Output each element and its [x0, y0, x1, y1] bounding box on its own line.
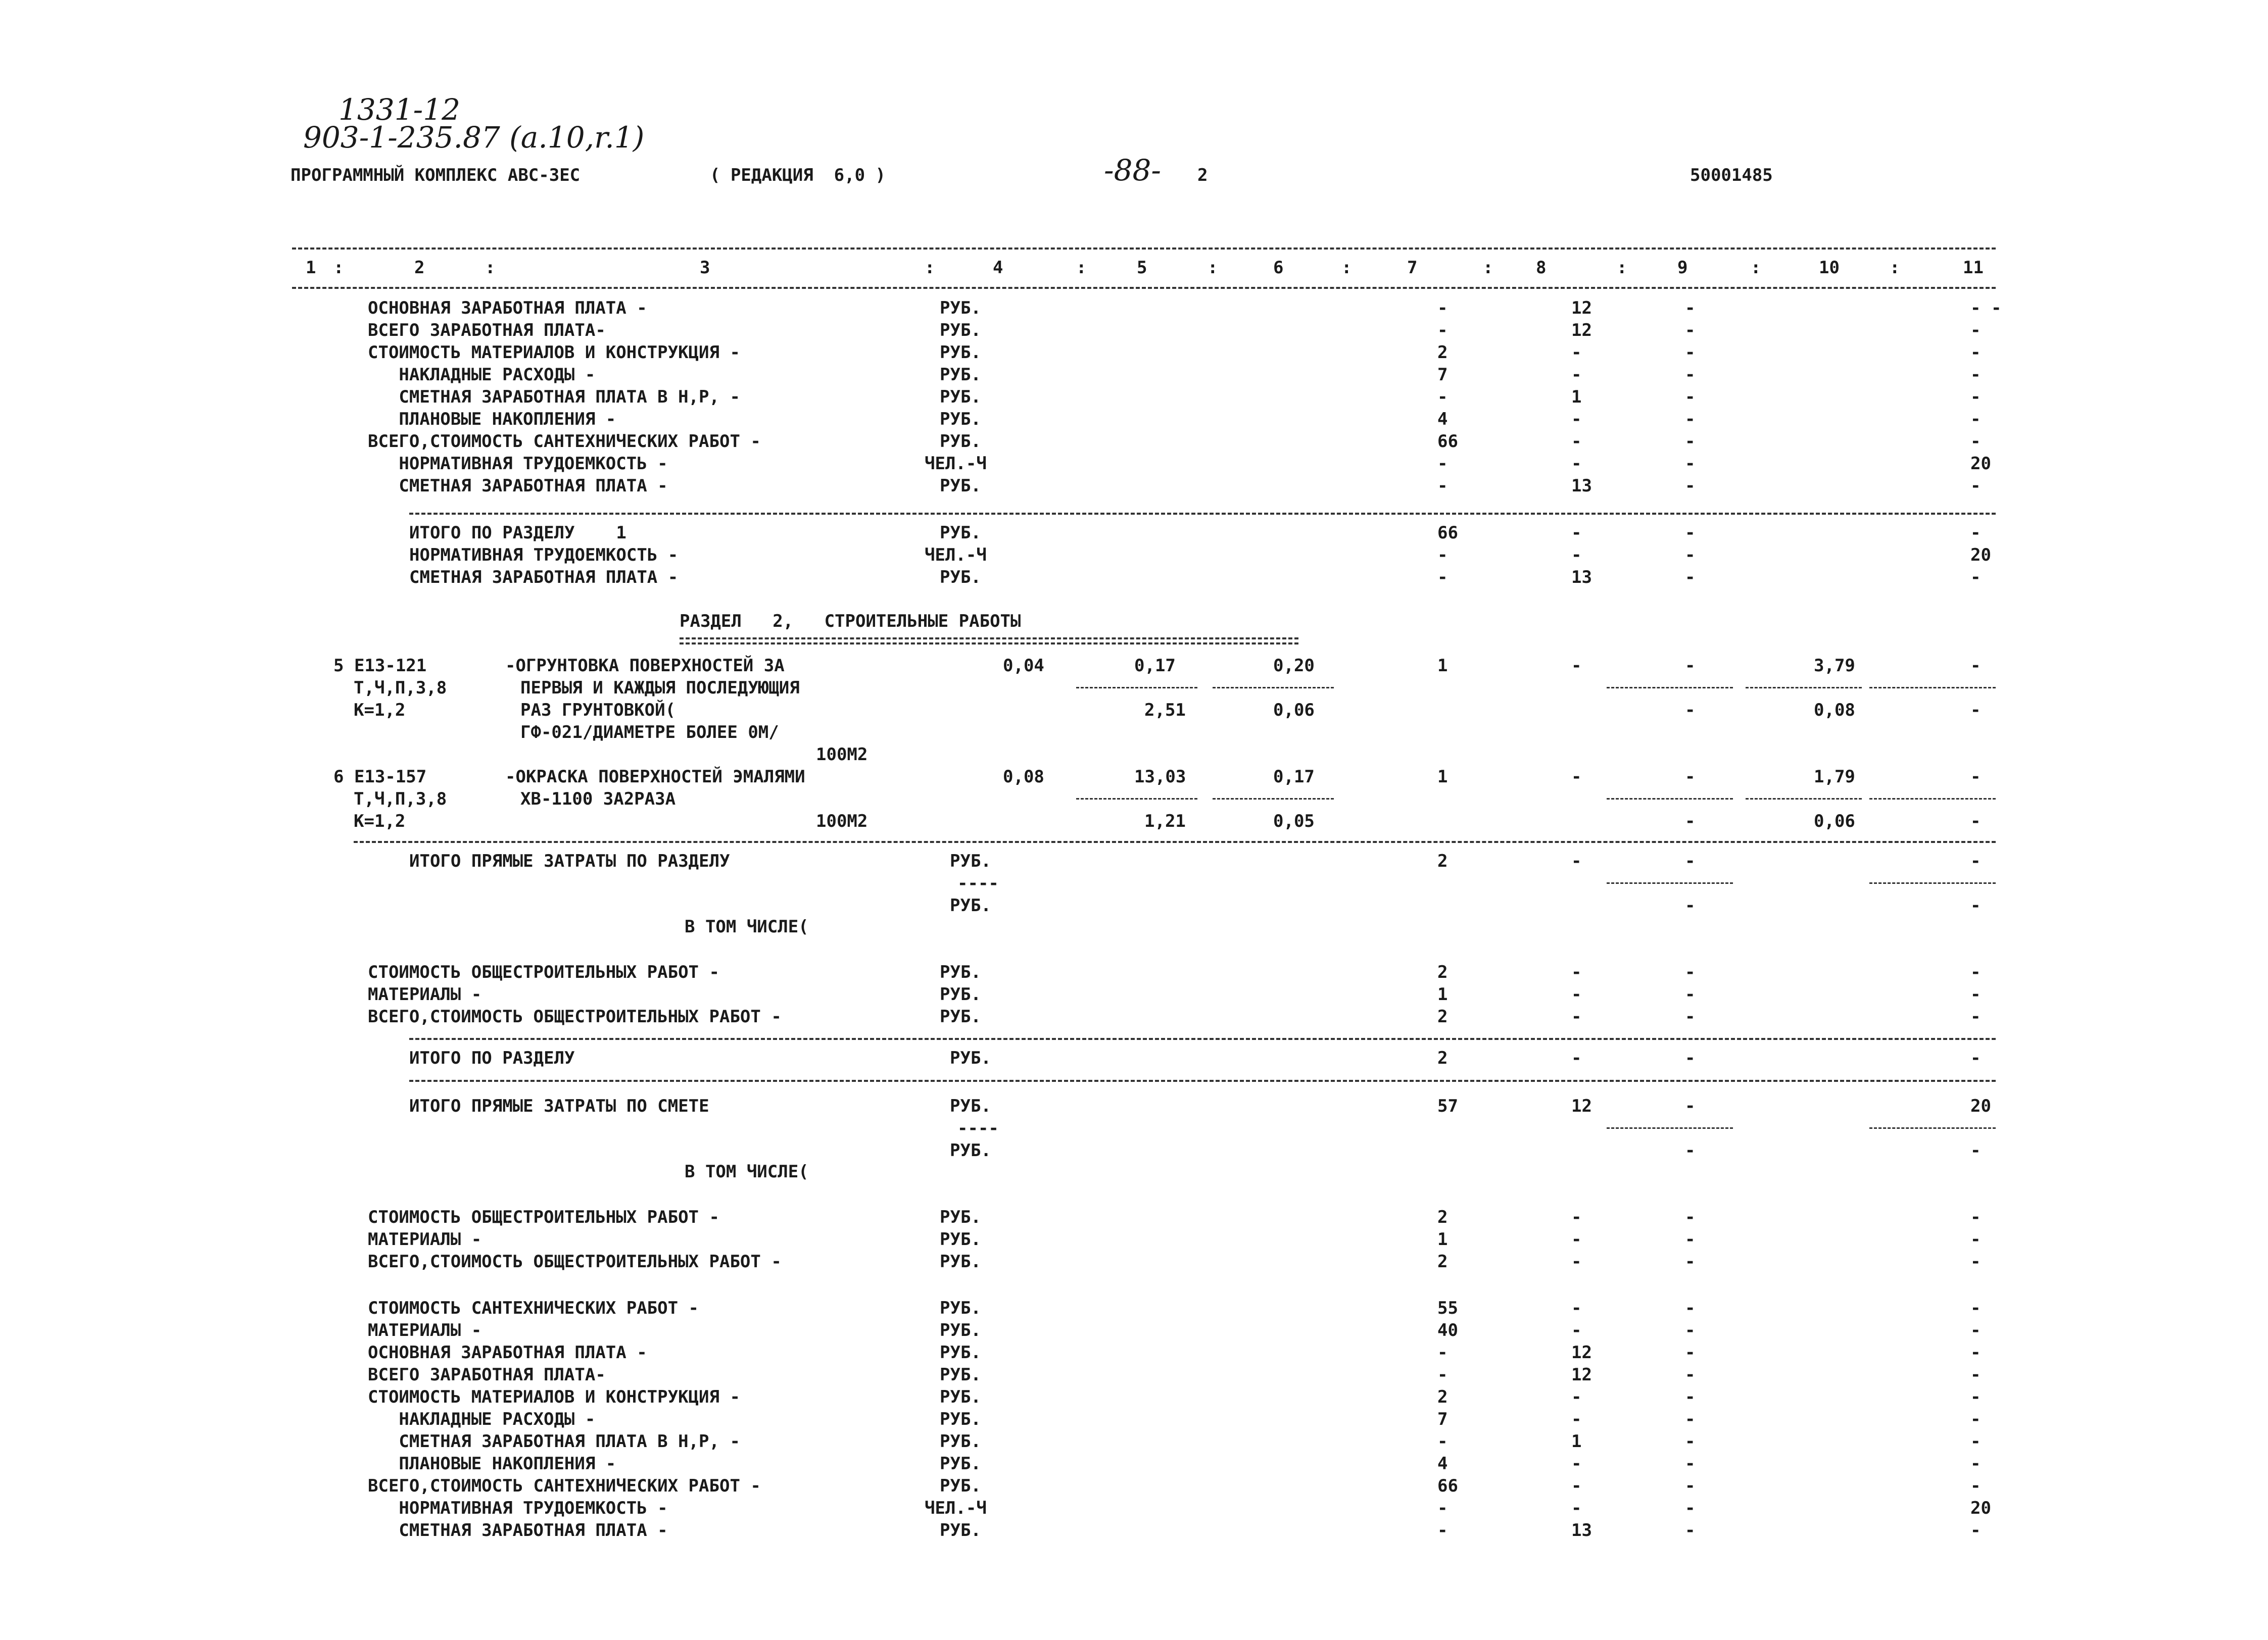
row-unit: РУБ. — [950, 1096, 991, 1116]
row-label: ИТОГО ПРЯМЫЕ ЗАТРАТЫ ПО СМЕТЕ — [409, 1096, 709, 1116]
col-8-value: - — [1571, 365, 1582, 385]
col-8-value: - — [1571, 1252, 1582, 1272]
item-code-sub-1: Т,Ч,П,3,8 — [354, 678, 447, 698]
col-8-value: - — [1571, 984, 1582, 1005]
program-name: ПРОГРАММНЫЙ КОМПЛЕКС АВС-3ЕС — [291, 165, 581, 185]
col-7-value: - — [1437, 320, 1448, 340]
col-7-value: 2 — [1437, 1387, 1448, 1407]
col-7-value: 1 — [1437, 656, 1448, 676]
row-unit: РУБ. — [940, 1343, 981, 1363]
row-label: НОРМАТИВНАЯ ТРУДОЕМКОСТЬ - — [368, 454, 668, 474]
item-unit: 100М2 — [816, 744, 868, 765]
col-8-value: - — [1571, 656, 1582, 676]
col-11-value: - — [1970, 1048, 1981, 1068]
col-8-value: 12 — [1571, 298, 1592, 318]
col-9-value: - — [1685, 767, 1696, 787]
rule-before-smeta — [409, 1080, 1996, 1082]
col-9-value: - — [1685, 1454, 1696, 1474]
col-7-value: - — [1437, 567, 1448, 587]
row-label: ВСЕГО,СТОИМОСТЬ САНТЕХНИЧЕСКИХ РАБОТ - — [368, 1476, 761, 1496]
col-11-value: - — [1970, 1476, 1981, 1496]
col-8-value: - — [1571, 545, 1582, 565]
row-label: СМЕТНАЯ ЗАРАБОТНАЯ ПЛАТА - — [368, 476, 668, 496]
col-6-sub-rule — [1213, 687, 1334, 688]
col-7-value: 2 — [1437, 962, 1448, 982]
col-9-value: - — [1685, 342, 1696, 363]
col-7-value: 1 — [1437, 1229, 1448, 1250]
col-9-value: - — [1685, 567, 1696, 587]
col-11-value: - — [1970, 656, 1981, 676]
row-label: МАТЕРИАЛЫ - — [368, 1320, 482, 1340]
col-11-value: - — [1970, 476, 1981, 496]
rule-before-itogo1 — [409, 513, 1996, 515]
column-separator: : — [1076, 258, 1087, 278]
col-7-value: - — [1437, 1365, 1448, 1385]
column-separator: : — [1617, 258, 1627, 278]
column-separator: : — [925, 258, 935, 278]
row-label: НАКЛАДНЫЕ РАСХОДЫ - — [368, 1409, 596, 1429]
row-unit: РУБ. — [940, 1252, 981, 1272]
row-unit: РУБ. — [940, 1431, 981, 1452]
column-separator: : — [1483, 258, 1493, 278]
column-separator: : — [1341, 258, 1352, 278]
row-label: СТОИМОСТЬ ОБЩЕСТРОИТЕЛЬНЫХ РАБОТ - — [368, 1207, 719, 1227]
col-11-value: - — [1970, 1409, 1981, 1429]
column-header-9: 9 — [1677, 258, 1688, 278]
col-5-sub-rule — [1076, 798, 1197, 800]
col-11-value: 20 — [1970, 1096, 1991, 1116]
header-bottom-rule — [292, 287, 1996, 289]
row-label: ПЛАНОВЫЕ НАКОПЛЕНИЯ - — [368, 409, 616, 429]
row-unit: РУБ. — [940, 962, 981, 982]
col-9-value: - — [1685, 1048, 1696, 1068]
col-8-value: - — [1571, 1498, 1582, 1518]
col-11-value: - — [1970, 1431, 1981, 1452]
col-11-value: - — [1970, 1520, 1981, 1540]
col-11-value: - — [1970, 851, 1981, 871]
col-10-value-2: 0,08 — [1814, 700, 1855, 720]
section-2-underline — [680, 637, 1298, 639]
col-7-value: - — [1437, 387, 1448, 407]
item-description-line: ПЕРВЫЯ И КАЖДЫЯ ПОСЛЕДУЮЩИЯ — [520, 678, 800, 698]
col-9-value: - — [1685, 431, 1696, 452]
row-unit: РУБ. — [950, 851, 991, 871]
col-4-value: 0,04 — [1003, 656, 1044, 676]
row-unit-2: РУБ. — [950, 896, 991, 916]
row-label: ПЛАНОВЫЕ НАКОПЛЕНИЯ - — [368, 1454, 616, 1474]
row-unit: РУБ. — [940, 1476, 981, 1496]
col-7-value: 2 — [1437, 1048, 1448, 1068]
row-unit: РУБ. — [940, 476, 981, 496]
col-9-value: - — [1685, 1320, 1696, 1340]
col-7-value: 57 — [1437, 1096, 1458, 1116]
handwritten-project: 903-1-235.87 (a.10,r.1) — [303, 120, 645, 155]
col-7-value: 2 — [1437, 1252, 1448, 1272]
col-5-value: 13,03 — [1134, 767, 1186, 787]
col-7-value: 1 — [1437, 984, 1448, 1005]
row-label: СМЕТНАЯ ЗАРАБОТНАЯ ПЛАТА - — [409, 567, 679, 587]
col-7-value: 66 — [1437, 1476, 1458, 1496]
col-8-value: 13 — [1571, 476, 1592, 496]
col-9-sub-rule — [1607, 687, 1733, 688]
rule-before-itogo2 — [409, 1038, 1996, 1040]
col-11-value: - — [1970, 767, 1981, 787]
column-separator: : — [333, 258, 344, 278]
col-11-value: - — [1970, 962, 1981, 982]
col-9-value-2: - — [1685, 1140, 1696, 1161]
col-9-value: - — [1685, 1007, 1696, 1027]
col-9-value: - — [1685, 545, 1696, 565]
edition: ( РЕДАКЦИЯ 6,0 ) — [710, 165, 886, 185]
row-label: НОРМАТИВНАЯ ТРУДОЕМКОСТЬ - — [409, 545, 679, 565]
col-8-value: 1 — [1571, 1431, 1582, 1452]
col-7-value: - — [1437, 1498, 1448, 1518]
col-9-value: - — [1685, 1229, 1696, 1250]
col-11-value: - — [1970, 567, 1981, 587]
col-10-value: 3,79 — [1814, 656, 1855, 676]
col-8-value: 12 — [1571, 1365, 1592, 1385]
row-unit: РУБ. — [940, 365, 981, 385]
row-label: СТОИМОСТЬ МАТЕРИАЛОВ И КОНСТРУКЦИЯ - — [368, 342, 740, 363]
row-unit: РУБ. — [940, 1409, 981, 1429]
section-2-underline-2 — [680, 642, 1298, 644]
col-8-value: 13 — [1571, 1520, 1592, 1540]
col-7-value: - — [1437, 545, 1448, 565]
col-9-value: - — [1685, 1431, 1696, 1452]
col-7-value: - — [1437, 1343, 1448, 1363]
col-9-sub-rule — [1607, 1127, 1733, 1129]
v-tom-chisle-1: В ТОМ ЧИСЛЕ( — [685, 917, 809, 937]
col-11-value: 20 — [1970, 545, 1991, 565]
col-9-value: - — [1685, 320, 1696, 340]
col-9-value: - — [1685, 1207, 1696, 1227]
col-8-value: 12 — [1571, 1343, 1592, 1363]
row-unit: РУБ. — [940, 1520, 981, 1540]
col-7-value: - — [1437, 1431, 1448, 1452]
col-9-value: - — [1685, 409, 1696, 429]
col-8-value: - — [1571, 851, 1582, 871]
col-7-value: - — [1437, 454, 1448, 474]
column-header-5: 5 — [1137, 258, 1147, 278]
col-11-value: - — [1970, 1298, 1981, 1318]
col-9-value: - — [1685, 962, 1696, 982]
col-8-value: 12 — [1571, 320, 1592, 340]
col-7-value: 4 — [1437, 409, 1448, 429]
unit-separator: ---- — [957, 1118, 999, 1138]
col-7-value: - — [1437, 298, 1448, 318]
row-label: ИТОГО ПО РАЗДЕЛУ — [409, 1048, 575, 1068]
col-9-value: - — [1685, 1409, 1696, 1429]
col-7-value: 2 — [1437, 1007, 1448, 1027]
item-description-line: РАЗ ГРУНТОВКОЙ( — [520, 700, 676, 720]
row-unit: РУБ. — [940, 1229, 981, 1250]
row-unit: РУБ. — [940, 523, 981, 543]
row-unit: РУБ. — [940, 387, 981, 407]
col-10-sub-rule — [1746, 687, 1862, 688]
col-9-value: - — [1685, 984, 1696, 1005]
column-header-11: 11 — [1963, 258, 1984, 278]
col-9-value: - — [1685, 1298, 1696, 1318]
column-header-2: 2 — [414, 258, 425, 278]
col-7-value: 1 — [1437, 767, 1448, 787]
col-9-value: - — [1685, 1252, 1696, 1272]
row-unit: РУБ. — [950, 1048, 991, 1068]
row-label: МАТЕРИАЛЫ - — [368, 984, 482, 1005]
col-7-value: 2 — [1437, 1207, 1448, 1227]
row-label: ОСНОВНАЯ ЗАРАБОТНАЯ ПЛАТА - — [368, 298, 647, 318]
document-code: 50001485 — [1690, 165, 1773, 185]
column-header-7: 7 — [1407, 258, 1418, 278]
col-8-value: - — [1571, 1048, 1582, 1068]
col-9-value: - — [1685, 1343, 1696, 1363]
col-11-value: - — [1970, 984, 1981, 1005]
col-5-value-2: 2,51 — [1144, 700, 1186, 720]
column-header-10: 10 — [1819, 258, 1840, 278]
col-11-value: - - — [1970, 298, 2002, 318]
row-label: ВСЕГО ЗАРАБОТНАЯ ПЛАТА- — [368, 1365, 606, 1385]
column-separator: : — [1890, 258, 1900, 278]
header-top-rule — [292, 247, 1996, 250]
col-7-value: 4 — [1437, 1454, 1448, 1474]
col-9-value: - — [1685, 298, 1696, 318]
row-unit: РУБ. — [940, 1298, 981, 1318]
col-11-value: - — [1970, 342, 1981, 363]
row-unit: ЧЕЛ.-Ч — [925, 454, 987, 474]
column-header-1: 1 — [306, 258, 316, 278]
v-tom-chisle-2: В ТОМ ЧИСЛЕ( — [685, 1162, 809, 1182]
col-11-value: - — [1970, 1343, 1981, 1363]
item-unit: 100М2 — [816, 811, 868, 831]
row-unit: РУБ. — [940, 567, 981, 587]
col-11-value: - — [1970, 1207, 1981, 1227]
col-11-sub-rule — [1869, 882, 1996, 884]
row-unit: РУБ. — [940, 1007, 981, 1027]
row-unit: РУБ. — [940, 1320, 981, 1340]
col-8-value: - — [1571, 1454, 1582, 1474]
col-11-value: - — [1970, 1320, 1981, 1340]
row-label: ВСЕГО ЗАРАБОТНАЯ ПЛАТА- — [368, 320, 606, 340]
row-unit: РУБ. — [940, 984, 981, 1005]
col-8-value: - — [1571, 1476, 1582, 1496]
col-9-sub-rule — [1607, 882, 1733, 884]
col-9-value: - — [1685, 656, 1696, 676]
col-8-value: - — [1571, 1409, 1582, 1429]
row-unit: РУБ. — [940, 320, 981, 340]
col-11-value: - — [1970, 387, 1981, 407]
column-separator: : — [1208, 258, 1218, 278]
item-description-line: -ОКРАСКА ПОВЕРХНОСТЕЙ ЭМАЛЯМИ — [505, 767, 805, 787]
rule-before-pryamye — [354, 841, 1996, 843]
row-unit: РУБ. — [940, 342, 981, 363]
column-header-8: 8 — [1536, 258, 1547, 278]
item-description-line: ХВ-1100 3А2РАЗА — [520, 789, 676, 809]
col-5-value-2: 1,21 — [1144, 811, 1186, 831]
col-9-sub-rule — [1607, 798, 1733, 800]
row-unit: ЧЕЛ.-Ч — [925, 545, 987, 565]
row-label: СМЕТНАЯ ЗАРАБОТНАЯ ПЛАТА - — [368, 1520, 668, 1540]
col-6-sub-rule — [1213, 798, 1334, 800]
col-9-value: - — [1685, 365, 1696, 385]
col-5-sub-rule — [1076, 687, 1197, 688]
row-unit: РУБ. — [940, 1454, 981, 1474]
col-11-value: - — [1970, 1365, 1981, 1385]
col-5-value: 0,17 — [1134, 656, 1176, 676]
row-label: СТОИМОСТЬ САНТЕХНИЧЕСКИХ РАБОТ - — [368, 1298, 699, 1318]
col-8-value: - — [1571, 1298, 1582, 1318]
col-11-value-2: - — [1970, 811, 1981, 831]
item-description-line: ГФ-021/ДИАМЕТРЕ БОЛЕЕ 0М/ — [520, 722, 779, 742]
col-10-value: 1,79 — [1814, 767, 1855, 787]
col-9-value-2: - — [1685, 700, 1696, 720]
col-9-value: - — [1685, 476, 1696, 496]
section-2-title: РАЗДЕЛ 2, СТРОИТЕЛЬНЫЕ РАБОТЫ — [680, 611, 1021, 631]
row-unit: РУБ. — [940, 1207, 981, 1227]
item-description-line: -ОГРУНТОВКА ПОВЕРХНОСТЕЙ ЗА — [505, 656, 785, 676]
col-6-value: 0,17 — [1273, 767, 1315, 787]
column-header-3: 3 — [700, 258, 710, 278]
col-11-value: 20 — [1970, 454, 1991, 474]
col-6-value-2: 0,05 — [1273, 811, 1315, 831]
col-6-value-2: 0,06 — [1273, 700, 1315, 720]
column-header-4: 4 — [993, 258, 1003, 278]
col-8-value: 1 — [1571, 387, 1582, 407]
col-11-value: - — [1970, 523, 1981, 543]
column-header-6: 6 — [1273, 258, 1284, 278]
col-7-value: 66 — [1437, 523, 1458, 543]
row-label: ИТОГО ПРЯМЫЕ ЗАТРАТЫ ПО РАЗДЕЛУ — [409, 851, 730, 871]
col-11-value: - — [1970, 1454, 1981, 1474]
column-separator: : — [1751, 258, 1761, 278]
handwritten-page-number: -88- — [1104, 153, 1161, 187]
row-unit: ЧЕЛ.-Ч — [925, 1498, 987, 1518]
col-7-value: 7 — [1437, 1409, 1448, 1429]
col-7-value: 40 — [1437, 1320, 1458, 1340]
col-10-sub-rule — [1746, 798, 1862, 800]
col-9-value-2: - — [1685, 811, 1696, 831]
row-unit: РУБ. — [940, 1365, 981, 1385]
row-label: СМЕТНАЯ ЗАРАБОТНАЯ ПЛАТА В Н,Р, - — [368, 387, 740, 407]
row-unit: РУБ. — [940, 431, 981, 452]
col-11-value-2: - — [1970, 896, 1981, 916]
col-11-value: - — [1970, 1252, 1981, 1272]
col-9-value: - — [1685, 1498, 1696, 1518]
column-separator: : — [485, 258, 496, 278]
row-unit: РУБ. — [940, 409, 981, 429]
row-label: МАТЕРИАЛЫ - — [368, 1229, 482, 1250]
col-9-value: - — [1685, 387, 1696, 407]
col-7-value: 2 — [1437, 342, 1448, 363]
row-label: НОРМАТИВНАЯ ТРУДОЕМКОСТЬ - — [368, 1498, 668, 1518]
col-9-value-2: - — [1685, 896, 1696, 916]
col-8-value: - — [1571, 1320, 1582, 1340]
item-code-sub-1: Т,Ч,П,3,8 — [354, 789, 447, 809]
col-11-value: 20 — [1970, 1498, 1991, 1518]
col-9-value: - — [1685, 1096, 1696, 1116]
col-8-value: - — [1571, 1007, 1582, 1027]
col-11-value-2: - — [1970, 1140, 1981, 1161]
col-4-value: 0,08 — [1003, 767, 1044, 787]
col-8-value: - — [1571, 409, 1582, 429]
col-8-value: - — [1571, 1207, 1582, 1227]
item-number: 6 Е13-157 — [333, 767, 427, 787]
col-7-value: 7 — [1437, 365, 1448, 385]
col-11-sub-rule — [1869, 798, 1996, 800]
sheet-number: 2 — [1197, 165, 1208, 185]
col-9-value: - — [1685, 1365, 1696, 1385]
col-7-value: 55 — [1437, 1298, 1458, 1318]
col-10-value-2: 0,06 — [1814, 811, 1855, 831]
col-8-value: - — [1571, 962, 1582, 982]
col-7-value: 66 — [1437, 431, 1458, 452]
col-11-value: - — [1970, 409, 1981, 429]
col-9-value: - — [1685, 454, 1696, 474]
col-8-value: - — [1571, 1387, 1582, 1407]
col-9-value: - — [1685, 1520, 1696, 1540]
col-7-value: - — [1437, 476, 1448, 496]
col-8-value: - — [1571, 523, 1582, 543]
item-code-sub-2: К=1,2 — [354, 700, 406, 720]
row-label: СТОИМОСТЬ ОБЩЕСТРОИТЕЛЬНЫХ РАБОТ - — [368, 962, 719, 982]
col-8-value: - — [1571, 431, 1582, 452]
col-7-value: - — [1437, 1520, 1448, 1540]
row-unit-2: РУБ. — [950, 1140, 991, 1161]
col-6-value: 0,20 — [1273, 656, 1315, 676]
row-label: СМЕТНАЯ ЗАРАБОТНАЯ ПЛАТА В Н,Р, - — [368, 1431, 740, 1452]
row-label: ИТОГО ПО РАЗДЕЛУ 1 — [409, 523, 626, 543]
row-unit: РУБ. — [940, 298, 981, 318]
row-label: СТОИМОСТЬ МАТЕРИАЛОВ И КОНСТРУКЦИЯ - — [368, 1387, 740, 1407]
row-label: НАКЛАДНЫЕ РАСХОДЫ - — [368, 365, 596, 385]
col-11-value: - — [1970, 1229, 1981, 1250]
item-code-sub-2: К=1,2 — [354, 811, 406, 831]
col-11-value: - — [1970, 1387, 1981, 1407]
row-label: ОСНОВНАЯ ЗАРАБОТНАЯ ПЛАТА - — [368, 1343, 647, 1363]
row-label: ВСЕГО,СТОИМОСТЬ ОБЩЕСТРОИТЕЛЬНЫХ РАБОТ - — [368, 1007, 782, 1027]
row-label: ВСЕГО,СТОИМОСТЬ САНТЕХНИЧЕСКИХ РАБОТ - — [368, 431, 761, 452]
col-11-value: - — [1970, 431, 1981, 452]
col-9-value: - — [1685, 523, 1696, 543]
row-label: ВСЕГО,СТОИМОСТЬ ОБЩЕСТРОИТЕЛЬНЫХ РАБОТ - — [368, 1252, 782, 1272]
col-8-value: 12 — [1571, 1096, 1592, 1116]
col-8-value: - — [1571, 454, 1582, 474]
col-11-value: - — [1970, 365, 1981, 385]
col-8-value: - — [1571, 342, 1582, 363]
col-11-sub-rule — [1869, 1127, 1996, 1129]
col-7-value: 2 — [1437, 851, 1448, 871]
col-8-value: 13 — [1571, 567, 1592, 587]
col-11-value-2: - — [1970, 700, 1981, 720]
row-unit: РУБ. — [940, 1387, 981, 1407]
col-8-value: - — [1571, 1229, 1582, 1250]
col-11-value: - — [1970, 1007, 1981, 1027]
item-number: 5 Е13-121 — [333, 656, 427, 676]
handwritten-code: 1331-12 — [339, 92, 461, 127]
col-8-value: - — [1571, 767, 1582, 787]
col-9-value: - — [1685, 851, 1696, 871]
col-9-value: - — [1685, 1387, 1696, 1407]
col-9-value: - — [1685, 1476, 1696, 1496]
col-11-sub-rule — [1869, 687, 1996, 688]
col-11-value: - — [1970, 320, 1981, 340]
unit-separator: ---- — [957, 873, 999, 893]
